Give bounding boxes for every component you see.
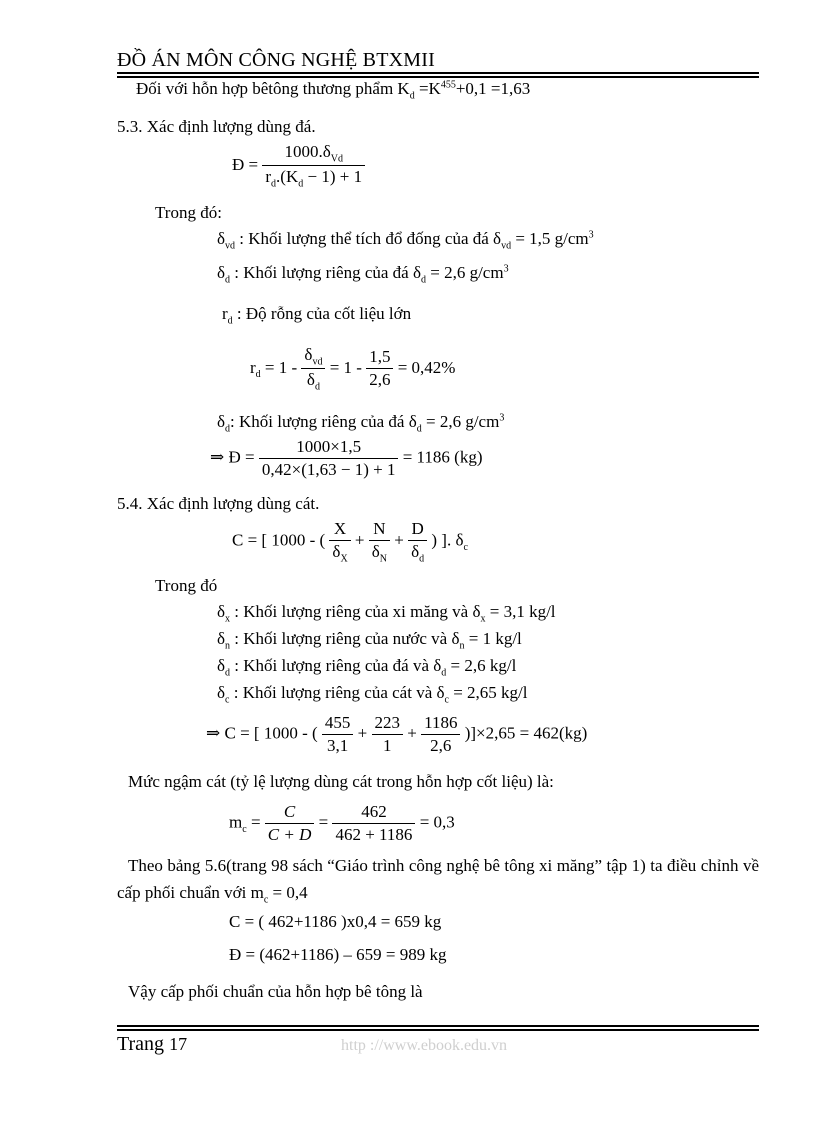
sand-result-plus2: +	[403, 723, 422, 743]
sand-result-lhs: ⇒ C = [ 1000 - (	[206, 723, 322, 743]
section-54-where: Trong đó	[155, 576, 218, 595]
def-d2-sup: 3	[499, 412, 505, 424]
rd-f2-num: 1,5	[366, 347, 393, 369]
sand-ratio-eq: =	[246, 812, 265, 832]
def-delta-d	[217, 263, 509, 285]
sand-f3-num: D	[408, 519, 427, 541]
sand-def-n-text: : Khối lượng riêng của nước và δ	[230, 629, 460, 648]
sand-ratio-f2-den: 462 + 1186	[335, 825, 413, 844]
sand-def-c-val: = 2,65 kg/l	[448, 683, 528, 702]
section-54-heading: 5.4. Xác định lượng dùng cát.	[117, 494, 320, 513]
def-d-text: : Khối lượng riêng của đá δ	[230, 263, 421, 282]
adjust-para-text: Theo bảng 5.6(trang 98 sách “Giáo trình công nghệ bê tông xi măng” tập 1) ta điều chỉnh về cấp phối chuẩn với m	[117, 856, 759, 902]
sand-result-fraction-1	[322, 713, 354, 756]
sand-ratio-f1-num: C	[265, 802, 315, 824]
stone-formula-den-sub: d	[271, 178, 277, 190]
sand-result-tail: )]×2,65 = 462(kg)	[464, 723, 588, 743]
rd-calc-lhs: r	[250, 357, 256, 377]
sand-def-d-sub: d	[225, 667, 231, 679]
sand-ratio-f2-num: 462	[332, 802, 415, 824]
sand-formula-lhs: C = [ 1000 - (	[232, 530, 330, 550]
stone-formula-den-tail: − 1) + 1	[303, 167, 363, 187]
sand-def-x-val: = 3,1 kg/l	[485, 602, 556, 621]
def-delta-d-2	[217, 412, 504, 434]
footer-page	[117, 1033, 187, 1056]
sand-def-c	[217, 683, 528, 705]
sand-def-n-val: = 1 kg/l	[464, 629, 522, 648]
rd-f1-den: δ	[306, 370, 315, 390]
sand-def-c-sub2: c	[444, 694, 449, 706]
def-vd-sub2: vd	[501, 240, 512, 252]
sand-def-c-text: : Khối lượng riêng của cát và δ	[229, 683, 445, 702]
sand-def-c-sym: δ	[217, 683, 226, 702]
stone-formula-den: r	[265, 167, 272, 187]
def-d2-text: : Khối lượng riêng của đá δ	[230, 412, 417, 431]
rd-calc-mid: = 1 -	[260, 357, 302, 377]
sand-ratio-result: = 0,3	[419, 812, 455, 832]
sand-result-f1-num: 455	[322, 713, 354, 735]
stone-result-fraction	[259, 437, 399, 480]
def-d2-val: = 2,6 g/cm	[421, 412, 500, 431]
sand-ratio-fraction-1	[265, 802, 315, 845]
sand-formula	[232, 519, 468, 564]
sand-formula-tail: ) ]. δ	[431, 530, 464, 550]
sand-def-d-sym: δ	[217, 656, 226, 675]
def-d-sub2: d	[421, 274, 426, 286]
footer-url[interactable]: http ://www.ebook.edu.vn	[341, 1037, 508, 1054]
adjust-para-sub: c	[263, 894, 269, 906]
sand-def-n-sub2: n	[459, 640, 465, 652]
sand-formula-fraction-d	[408, 519, 427, 564]
footer-page-label: Trang	[117, 1033, 170, 1055]
def-d2-sub2: d	[416, 423, 422, 435]
sand-def-d-val: = 2,6 kg/l	[446, 656, 517, 675]
def-delta-vd	[217, 229, 594, 251]
def-vd-sym: δ	[217, 229, 226, 248]
sand-def-x	[217, 602, 556, 624]
adjust-para-tail: = 0,4	[268, 883, 308, 902]
def-vd-sup: 3	[588, 229, 594, 241]
rd-calc-fraction-2	[366, 347, 393, 390]
def-d-sup: 3	[503, 263, 509, 275]
sand-ratio-text: Mức ngậm cát (tỷ lệ lượng dùng cát trong hỗn hợp cốt liệu) là:	[128, 772, 554, 791]
sand-def-d-sub2: d	[441, 667, 447, 679]
def-rd-sym: r	[222, 304, 228, 323]
rd-f1-num: δ	[304, 345, 313, 364]
sand-plus1: +	[350, 530, 369, 550]
sand-result-f1-den: 3,1	[327, 736, 349, 755]
stone-formula-num: 1000.δ	[284, 142, 331, 161]
rd-f2-den: 2,6	[369, 370, 391, 390]
intro-line	[136, 79, 530, 101]
sand-formula-fraction-x	[329, 519, 350, 564]
stone-formula-den-sub2: d	[298, 178, 304, 190]
stone-result-lhs: ⇒ Đ =	[210, 447, 255, 467]
rd-calc-lhs-sub: d	[255, 369, 261, 381]
adjust-line-c: C = ( 462+1186 )x0,4 = 659 kg	[229, 912, 442, 931]
sand-f3-den: δ	[411, 542, 420, 561]
sand-f2-num: N	[369, 519, 390, 541]
stone-result-num: 1000×1,5	[259, 437, 399, 459]
intro-sub: d	[409, 90, 415, 102]
section-53-heading: 5.3. Xác định lượng dùng đá.	[117, 117, 316, 136]
def-vd-sub: vd	[225, 240, 236, 252]
header-rule-2	[117, 76, 759, 78]
stone-result-den: 0,42×(1,63 − 1) + 1	[261, 460, 396, 479]
def-vd-val: = 1,5 g/cm	[511, 229, 589, 248]
def-rd	[222, 304, 411, 326]
sand-def-d	[217, 656, 516, 678]
footer-page-number: 17	[169, 1034, 188, 1054]
rd-f1-den-sub: d	[314, 381, 320, 393]
sand-def-d-text: : Khối lượng riêng của đá và δ	[230, 656, 442, 675]
sand-result-f3-num: 1186	[421, 713, 460, 735]
sand-f2-den-sub: N	[379, 553, 388, 565]
sand-ratio-f1-den: C + D	[267, 825, 312, 844]
section-53-where: Trong đó:	[155, 203, 222, 222]
intro-equals: =K	[414, 79, 441, 98]
sand-f1-num: X	[329, 519, 350, 541]
intro-tail: +0,1 =1,63	[455, 79, 531, 98]
sand-ratio-eq2: =	[314, 812, 333, 832]
sand-result-f2-den: 1	[383, 736, 392, 755]
sand-ratio-lhs: m	[229, 812, 243, 832]
sand-def-x-sub: x	[225, 613, 231, 625]
def-d-val: = 2,6 g/cm	[426, 263, 504, 282]
def-d-sub: d	[225, 274, 231, 286]
sand-result-fraction-2	[372, 713, 404, 756]
def-d2-sub: d	[225, 423, 231, 435]
sand-ratio-fraction-2	[332, 802, 415, 845]
footer-rule-1	[117, 1025, 759, 1027]
def-rd-sub: d	[227, 315, 233, 327]
stone-formula	[232, 142, 365, 190]
intro-sup: 455	[440, 79, 456, 91]
def-d-sym: δ	[217, 263, 226, 282]
sand-def-n-sub: n	[225, 640, 231, 652]
stone-result-value: = 1186 (kg)	[402, 447, 483, 467]
rd-f1-num-sub: vd	[312, 356, 323, 368]
sand-def-n-sym: δ	[217, 629, 226, 648]
rd-calc-fraction-1	[301, 345, 325, 393]
def-d2-sym: δ	[217, 412, 226, 431]
footer-rule-2	[117, 1029, 759, 1031]
stone-formula-lhs: Đ =	[232, 154, 259, 174]
sand-ratio-lhs-sub: c	[242, 823, 247, 835]
sand-def-x-sub2: x	[480, 613, 486, 625]
stone-result	[210, 437, 482, 480]
adjust-paragraph	[117, 852, 759, 913]
sand-formula-tail-sub: c	[463, 542, 468, 553]
sand-result	[206, 713, 587, 756]
sand-result-f2-num: 223	[372, 713, 404, 735]
rd-calc-result: = 0,42%	[397, 357, 456, 377]
stone-formula-den-mid: .(K	[276, 167, 299, 187]
sand-f2-den: δ	[371, 542, 380, 561]
sand-f1-den: δ	[332, 542, 341, 561]
sand-result-plus1: +	[353, 723, 372, 743]
sand-def-n	[217, 629, 522, 651]
header-rule-1	[117, 72, 759, 74]
stone-formula-num-sub: Vd	[330, 153, 343, 165]
sand-def-c-sub: c	[225, 694, 230, 706]
sand-plus2: +	[390, 530, 409, 550]
sand-formula-fraction-n	[369, 519, 390, 564]
sand-def-x-text: : Khối lượng riêng của xi măng và δ	[230, 602, 481, 621]
sand-ratio-formula	[229, 802, 455, 845]
def-vd-text: : Khối lượng thể tích đổ đống của đá δ	[235, 229, 502, 248]
sand-f1-den-sub: X	[340, 553, 348, 565]
sand-result-f3-den: 2,6	[430, 736, 452, 755]
def-rd-text: : Độ rỗng của cốt liệu lớn	[232, 304, 412, 323]
adjust-line-d: Đ = (462+1186) – 659 = 989 kg	[229, 945, 447, 964]
intro-text: Đối với hỗn hợp bêtông thương phẩm K	[136, 79, 410, 98]
conclusion-text: Vậy cấp phối chuẩn của hỗn hợp bê tông là	[128, 982, 423, 1001]
sand-def-x-sym: δ	[217, 602, 226, 621]
stone-formula-fraction	[262, 142, 365, 190]
rd-calculation	[250, 345, 455, 393]
sand-f3-den-sub: d	[419, 553, 425, 565]
page-header-title: ĐỒ ÁN MÔN CÔNG NGHỆ BTXMII	[117, 49, 435, 71]
sand-result-fraction-3	[421, 713, 460, 756]
rd-calc-mid2: = 1 -	[329, 357, 367, 377]
